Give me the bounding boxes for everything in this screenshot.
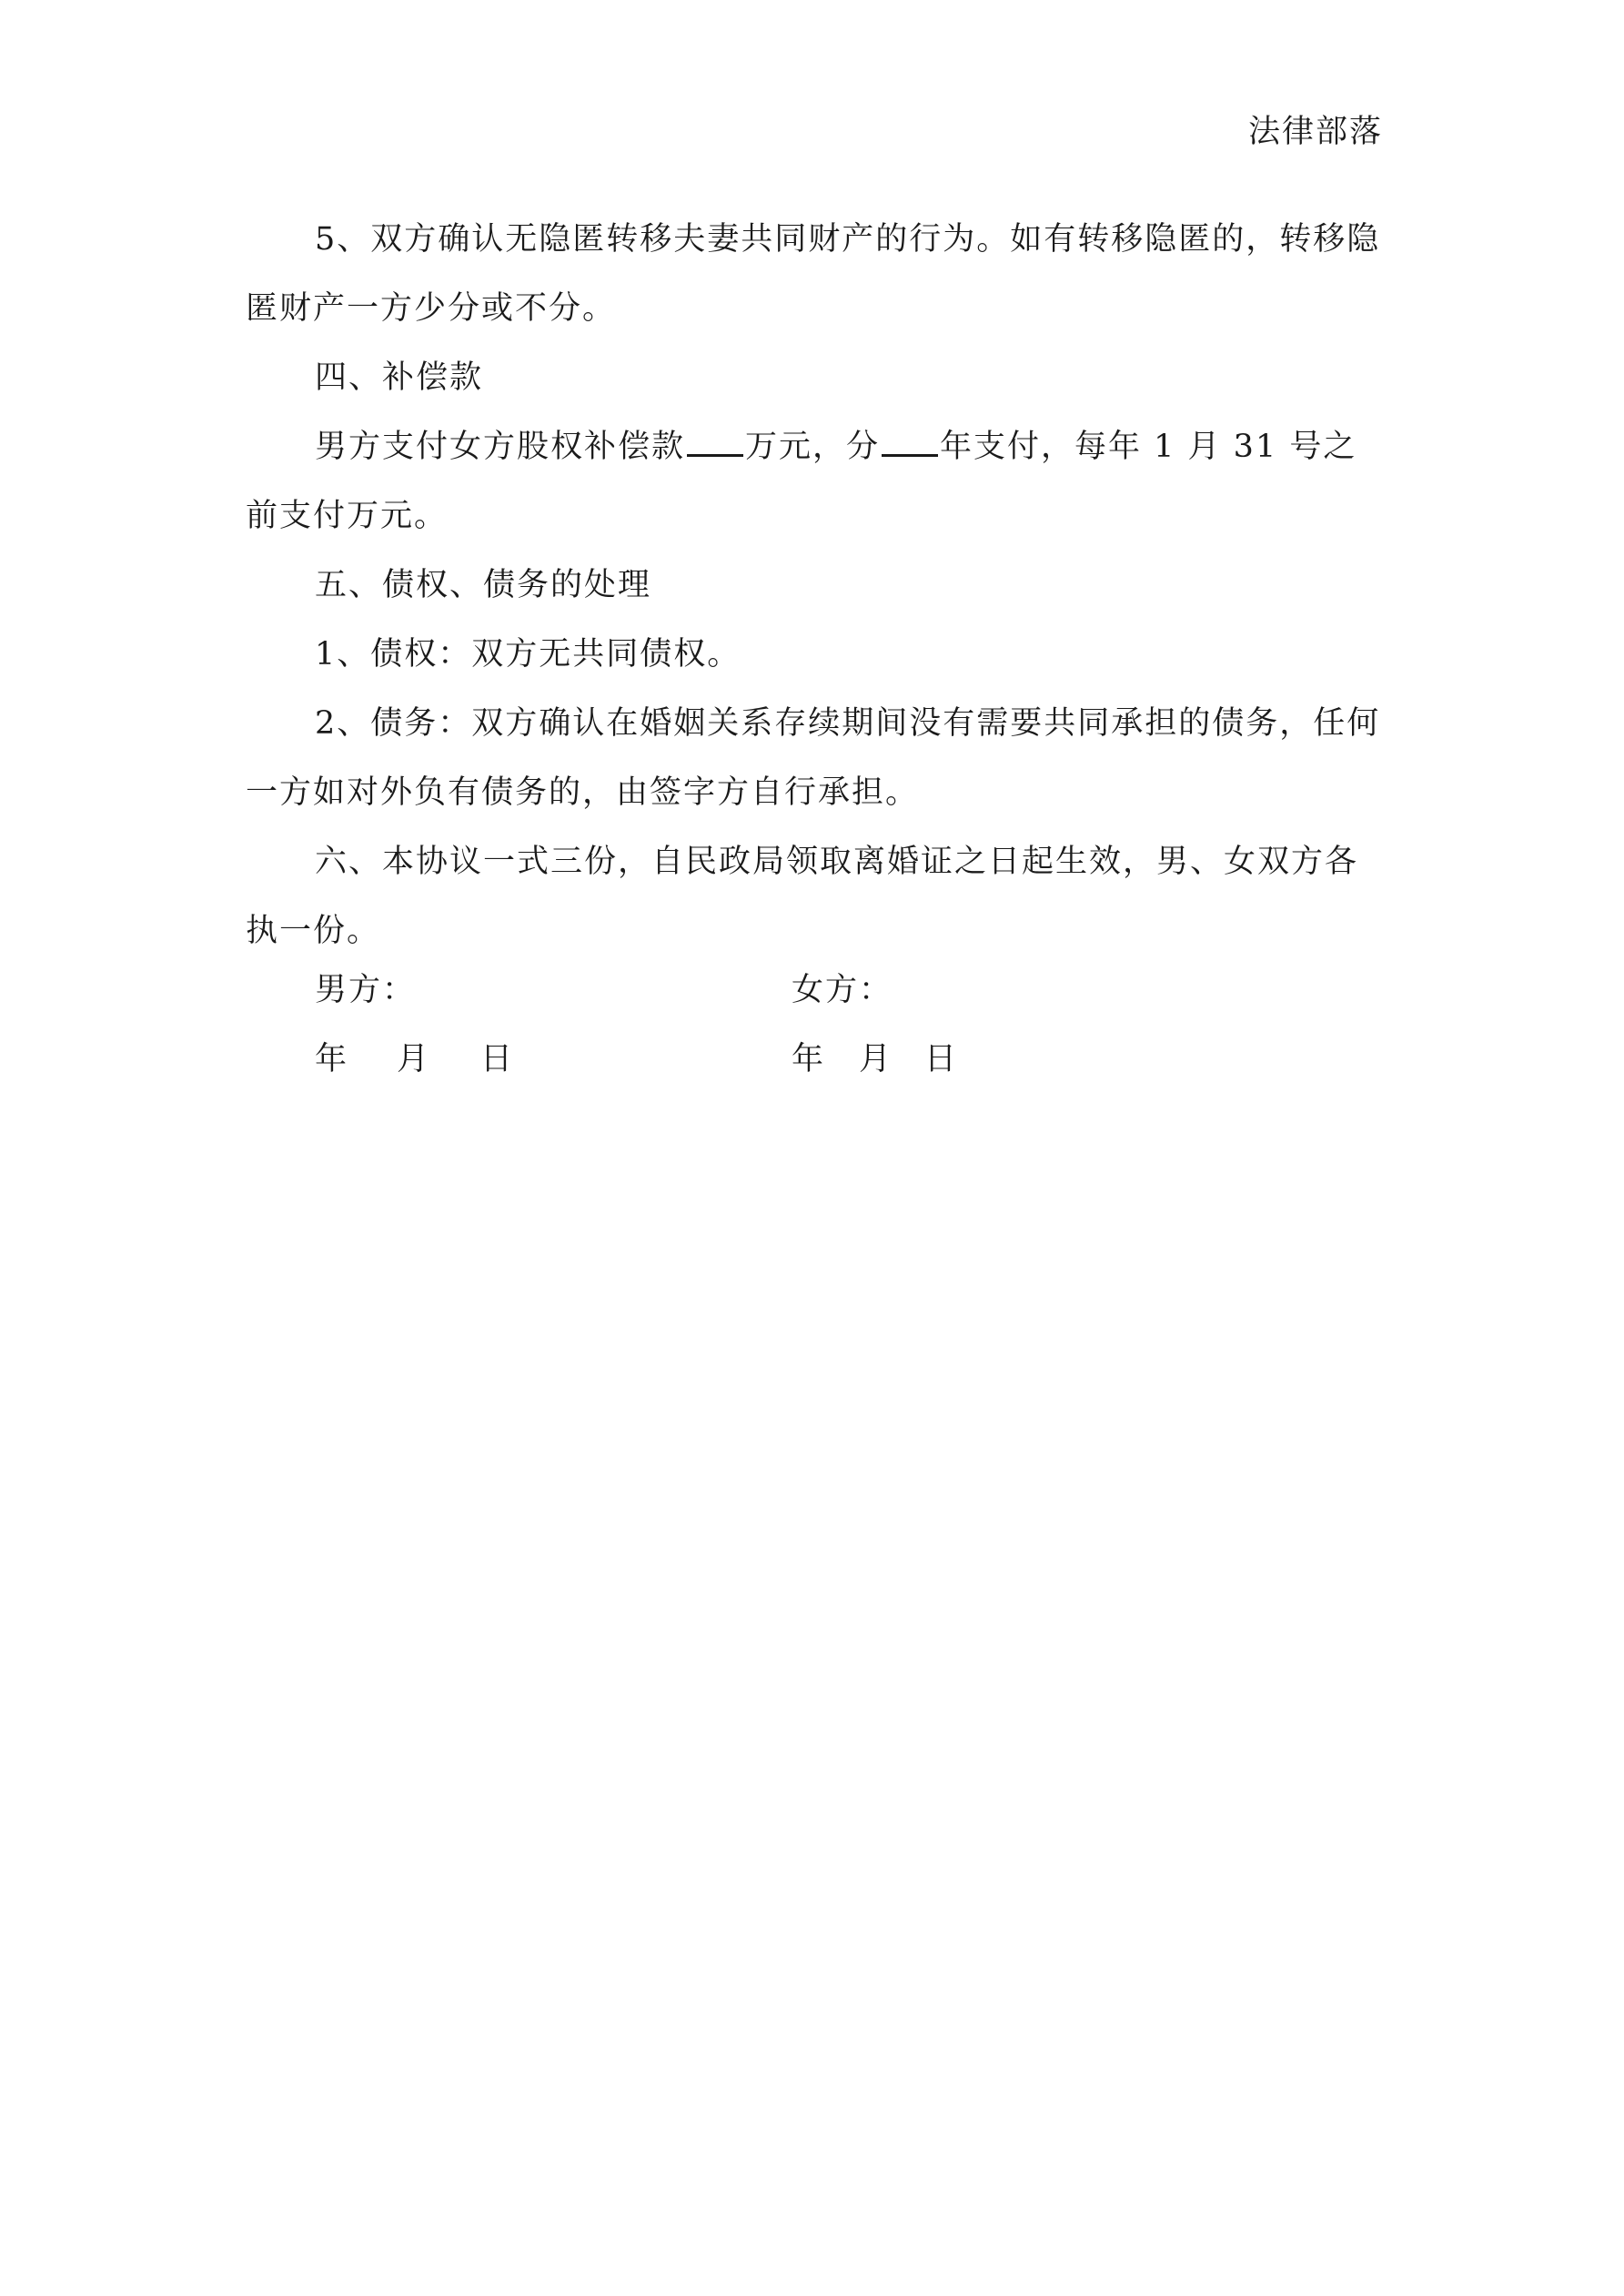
agreement-body — [246, 205, 1381, 966]
male-date-year: 年 — [315, 1041, 349, 1077]
male-signature-label: 男方： — [315, 972, 417, 1008]
clause-item-2: 2、债务：双方确认在婚姻关系存续期间没有需要共同承担的债务，任何一方如对外负有债务的，由签字方自行承担。 — [246, 705, 1381, 811]
years-blank — [882, 427, 938, 457]
male-date-day: 日 — [480, 1041, 515, 1077]
section-4-text-a: 男方支付女方股权补偿款 — [315, 429, 686, 465]
amount-blank — [687, 427, 743, 457]
section-4-text-b: 万元，分 — [745, 429, 881, 465]
female-date-day: 日 — [924, 1041, 959, 1077]
female-date-year: 年 — [792, 1041, 826, 1077]
female-signature-label: 女方： — [792, 972, 893, 1008]
section-6: 六、本协议一式三份，自民政局领取离婚证之日起生效，男、女双方各执一份。 — [246, 844, 1359, 949]
female-date-month: 月 — [859, 1041, 893, 1077]
section-5-title: 五、债权、债务的处理 — [315, 567, 652, 603]
section-4-paragraph — [246, 412, 1381, 551]
section-4-title: 四、补偿款 — [315, 359, 484, 396]
header-mark: 法律部落 — [1247, 114, 1383, 150]
clause-item-5: 5、双方确认无隐匿转移夫妻共同财产的行为。如有转移隐匿的，转移隐匿财产一方少分或不分。 — [246, 221, 1381, 327]
clause-item-1: 1、债权：双方无共同债权。 — [315, 636, 741, 673]
section-4-text-c: 年支付，每年 1 月 31 号之前支付万元。 — [246, 429, 1357, 534]
male-date-month: 月 — [397, 1041, 431, 1077]
